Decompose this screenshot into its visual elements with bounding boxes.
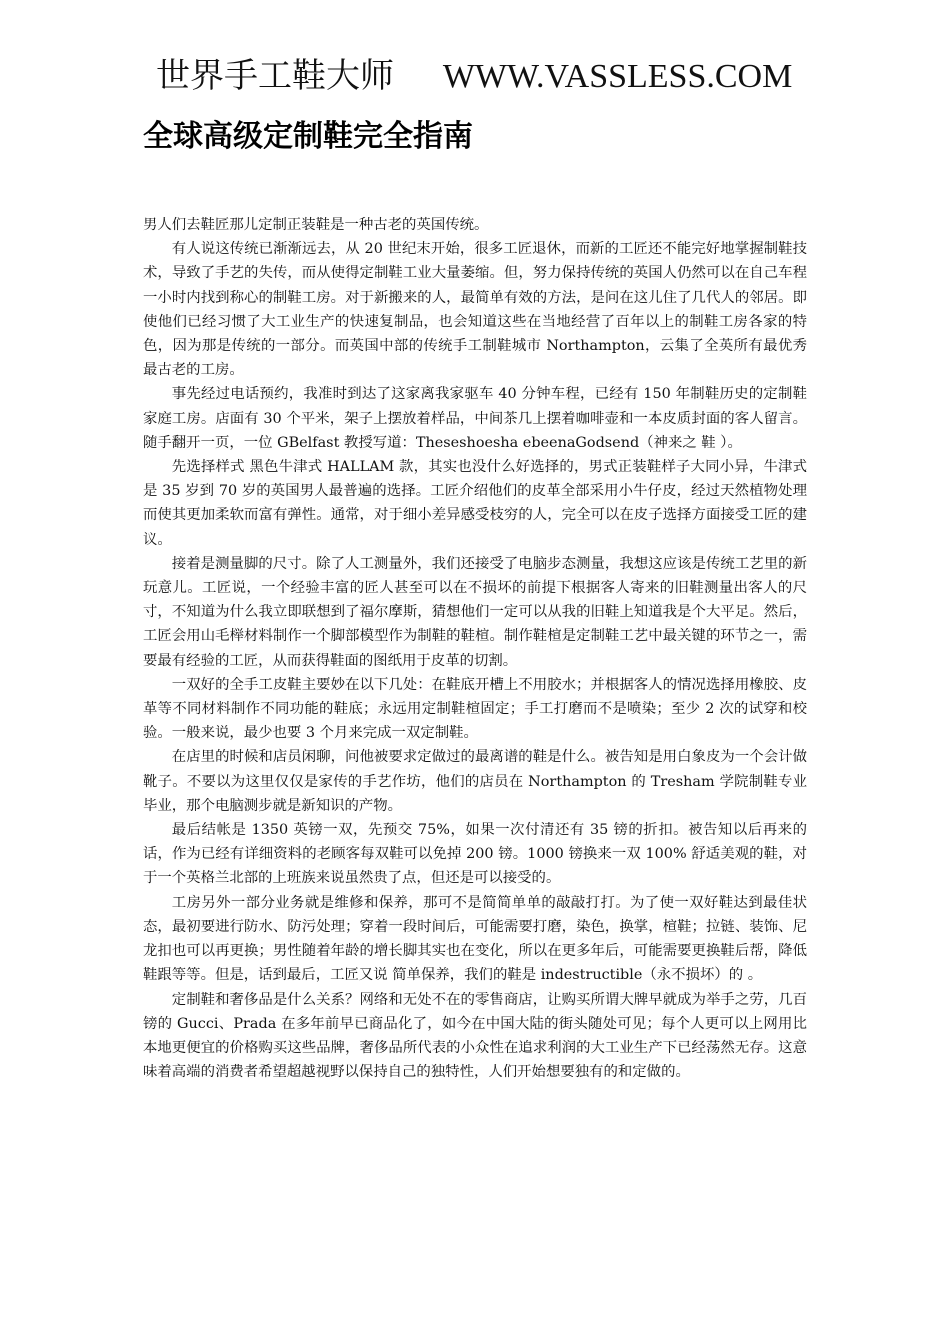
paragraph: 最后结帐是 1350 英镑一双，先预交 75%，如果一次付清还有 35 镑的折扣。被告知以后再来的话，作为已经有详细资料的老顾客每双鞋可以免掉 200 镑。1000 镑换来一双 100% 舒适美观的鞋，对于一个英格兰北部的上班族来说虽然贵了点，但还是可以接受的。 <box>143 822 807 887</box>
article-title: 全球高级定制鞋完全指南 <box>143 119 473 154</box>
site-header <box>156 54 856 99</box>
paragraph-intro: 男人们去鞋匠那儿定制正装鞋是一种古老的英国传统。 <box>143 217 489 233</box>
paragraph: 有人说这传统已渐渐远去，从 20 世纪末开始，很多工匠退休，而新的工匠还不能完好地掌握制鞋技术，导致了手艺的失传，而从使得定制鞋工业大量萎缩。但，努力保持传统的英国人仍然可以在自己车程一小时内找到称心的制鞋工房。对于新搬来的人，最简单有效的方法，是问在这儿住了几代人的邻居。即使他们已经习惯了大工业生产的快速复制品，也会知道这些在当地经营了百年以上的制鞋工房各家的特色，因为那是传统的一部分。而英国中部的传统手工制鞋城市 Northampton，云集了全英所有最优秀最古老的工房。 <box>143 241 807 379</box>
paragraph: 接着是测量脚的尺寸。除了人工测量外，我们还接受了电脑步态测量，我想这应该是传统工艺里的新玩意儿。工匠说，一个经验丰富的匠人甚至可以在不损坏的前提下根据客人寄来的旧鞋测量出客人的尺寸，不知道为什么我立即联想到了福尔摩斯，猜想他们一定可以从我的旧鞋上知道我是个大平足。然后，工匠会用山毛榉材料制作一个脚部模型作为制鞋的鞋楦。制作鞋楦是定制鞋工艺中最关键的环节之一，需要最有经验的工匠，从而获得鞋面的图纸用于皮革的切割。 <box>143 555 807 669</box>
site-brand: 世界手工鞋大师 <box>156 56 394 96</box>
site-url[interactable]: WWW.VASSLESS.COM <box>442 58 793 95</box>
paragraph: 在店里的时候和店员闲聊，问他被要求定做过的最离谱的鞋是什么。被告知是用白象皮为一个会计做靴子。不要以为这里仅仅是家传的手艺作坊，他们的店员在 Northampton 的 Tresham 学院制鞋专业毕业，那个电脑测步就是新知识的产物。 <box>143 749 807 814</box>
paragraph: 事先经过电话预约，我准时到达了这家离我家驱车 40 分钟车程，已经有 150 年制鞋历史的定制鞋家庭工房。店面有 30 个平米，架子上摆放着样品，中间茶几上摆着咖啡壶和一本皮质封面的客人留言。随手翻开一页，一位 GBelfast 教授写道：Theseshoesha ebeenaGodsend（神来之 鞋 ）。 <box>143 386 807 451</box>
paragraph: 先选择样式 黑色牛津式 HALLAM 款，其实也没什么好选择的，男式正装鞋样子大同小异，牛津式是 35 岁到 70 岁的英国男人最普遍的选择。工匠介绍他们的皮革全部采用小牛仔皮，经过天然植物处理而使其更加柔软而富有弹性。通常，对于细小差异感受枝穷的人，完全可以在皮子选择方面接受工匠的建议。 <box>143 459 807 548</box>
paragraph: 定制鞋和奢侈品是什么关系？网络和无处不在的零售商店，让购买所谓大牌早就成为举手之劳，几百镑的 Gucci、Prada 在多年前早已商品化了，如今在中国大陆的街头随处可见；每个人更可以上网用比本地更便宜的价格购买这些品牌，奢侈品所代表的小众性在追求利润的大工业生产下已经荡然无存。这意味着高端的消费者希望超越视野以保持自己的独特性，人们开始想要独有的和定做的。 <box>143 991 807 1081</box>
article-body <box>143 213 807 1084</box>
paragraph: 工房另外一部分业务就是维修和保养，那可不是简简单单的敲敲打打。为了使一双好鞋达到最佳状态，最初要进行防水、防污处理；穿着一段时间后，可能需要打磨，染色，换掌，楦鞋；拉链、装饰、尼龙扣也可以再更换；男性随着年龄的增长脚其实也在变化，所以在更多年后，可能需要更换鞋后帮，降低鞋跟等等。但是，话到最后，工匠又说 简单保养，我们的鞋是 indestructible（永不损坏）的 。 <box>143 894 807 984</box>
paragraph: 一双好的全手工皮鞋主要妙在以下几处：在鞋底开槽上不用胶水；并根据客人的情况选择用橡胶、皮革等不同材料制作不同功能的鞋底；永远用定制鞋楦固定；手工打磨而不是喷染；至少 2 次的试穿和校验。一般来说，最少也要 3 个月来完成一双定制鞋。 <box>143 676 807 742</box>
